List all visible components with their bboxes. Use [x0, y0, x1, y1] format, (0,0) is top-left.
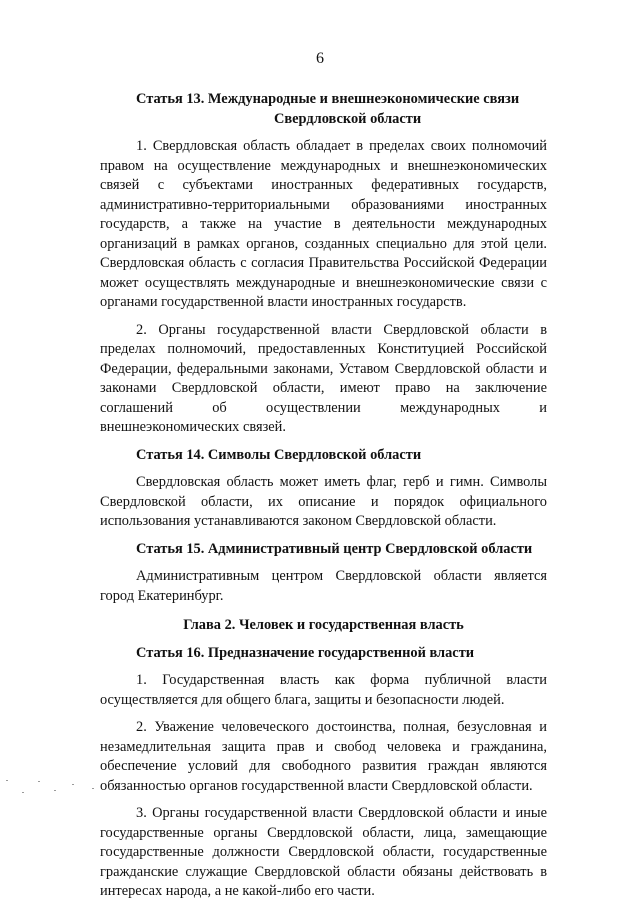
article-15-heading: Статья 15. Административный центр Свердловской области — [136, 540, 533, 557]
article-13-paragraph-1: 1. Свердловская область обладает в пределах своих полномочий правом на осуществление международных и внешнеэкономических связей с субъектами иностранных федеративных государств, административно-территориальными образованиями иностранных государств, а также на участие в деятельности международных организаций в рамках органов, созданных специально для этой цели. Свердловская область с согласия Правительства Российской Федерации может осуществлять международные и внешнеэкономические связи с органами государственной власти иностранных государств. — [100, 138, 547, 310]
article-13-heading-line-1: Статья 13. Международные и внешнеэкономические связи — [136, 91, 520, 107]
article-16-paragraph-3: 3. Органы государственной власти Свердловской области и иные государственные органы Свердловской области, лица, замещающие государственные должности Свердловской области, государственные гражданские служащие Свердловской области обязаны действовать в интересах народа, а не какой-либо его части. — [100, 805, 547, 899]
page-number: 6 — [316, 50, 324, 67]
article-16-heading: Статья 16. Предназначение государственной власти — [136, 644, 475, 661]
scan-artifacts — [0, 770, 120, 800]
article-16-paragraph-2: 2. Уважение человеческого достоинства, полная, безусловная и незамедлительная защита прав и свобод человека и гражданина, обеспечение условий для свободного развития граждан являются обязанностью органов государственной власти Свердловской области. — [100, 719, 547, 794]
article-16-paragraph-1: 1. Государственная власть как форма публичной власти осуществляется для общего блага, защиты и безопасности людей. — [100, 672, 547, 708]
article-13-paragraph-2: 2. Органы государственной власти Свердловской области в пределах полномочий, предоставленных Конституцией Российской Федерации, федеральными законами, Уставом Свердловской области и законами Свердловской области, имеют право на заключение соглашений об осуществлении международных и внешнеэкономических связей. — [100, 321, 547, 435]
article-15-paragraph-1: Административным центром Свердловской области является город Екатеринбург. — [100, 568, 547, 604]
article-14-heading: Статья 14. Символы Свердловской области — [136, 446, 422, 463]
article-13-heading-line-2: Свердловской области — [274, 110, 422, 127]
chapter-2-heading: Глава 2. Человек и государственная власть — [183, 617, 464, 633]
article-14-paragraph-1: Свердловская область может иметь флаг, герб и гимн. Символы Свердловской области, их описание и порядок официального использования устанавливаются законом Свердловской области. — [100, 474, 547, 529]
document-body — [100, 90, 547, 902]
article-13-heading — [100, 90, 547, 129]
